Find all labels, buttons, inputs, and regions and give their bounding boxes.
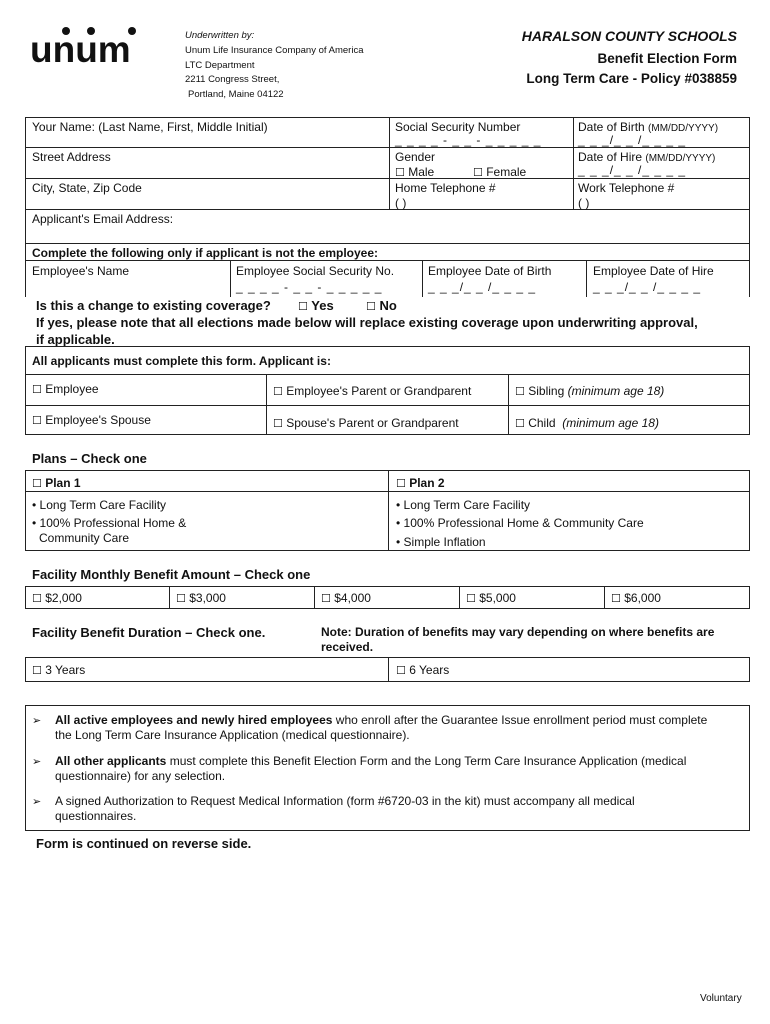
underwriter-line: LTC Department <box>185 59 255 71</box>
svg-text:unum: unum <box>30 29 131 66</box>
underwriter-line: 2211 Congress Street, <box>185 74 280 86</box>
employee-doh-label: Employee Date of Hire <box>593 264 714 278</box>
amount-option-checkbox[interactable]: ☐ $5,000 <box>466 591 516 605</box>
underwritten-label: Underwritten by: <box>185 30 255 41</box>
email-field[interactable]: Applicant's Email Address: <box>32 212 174 226</box>
work-phone-label: Work Telephone # <box>578 181 675 195</box>
duration-3-years-checkbox[interactable]: ☐ 3 Years <box>32 663 86 677</box>
type-sibling-checkbox[interactable]: ☐ Sibling (minimum age 18) <box>515 384 665 398</box>
amount-option-checkbox[interactable]: ☐ $3,000 <box>176 591 226 605</box>
city-state-zip-field[interactable]: City, State, Zip Code <box>32 181 142 195</box>
employee-section-heading: Complete the following only if applicant is not the employee: <box>32 246 379 260</box>
checkbox-icon: ☐ <box>298 300 308 313</box>
org-title: HARALSON COUNTY SCHOOLS <box>521 28 737 44</box>
policy-title: Long Term Care - Policy #038859 <box>526 71 737 86</box>
checkbox-icon: ☐ <box>321 592 331 605</box>
checkbox-icon: ☐ <box>515 385 525 398</box>
facility-duration-heading: Facility Benefit Duration – Check one. <box>32 625 266 640</box>
amount-option-checkbox[interactable]: ☐ $2,000 <box>32 591 82 605</box>
arrow-bullet-icon: ➢ <box>32 795 42 808</box>
checkbox-icon: ☐ <box>273 417 283 430</box>
underwriter-line: Portland, Maine 04122 <box>188 88 284 100</box>
instruction-item: All active employees and newly hired employees who enroll after the Guarantee Issue enrollment period must complete <box>55 713 708 727</box>
ssn-label: Social Security Number <box>395 120 521 134</box>
checkbox-icon: ☐ <box>515 417 525 430</box>
work-phone-field[interactable]: ( ) <box>578 196 590 210</box>
checkbox-icon: ☐ <box>396 477 406 490</box>
doh-label: Date of Hire (MM/DD/YYYY) <box>578 150 716 164</box>
checkbox-icon: ☐ <box>32 477 42 490</box>
employee-dob-field[interactable]: _ _ _/_ _ /_ _ _ _ <box>428 280 537 294</box>
amount-option-checkbox[interactable]: ☐ $6,000 <box>611 591 661 605</box>
unum-logo <box>30 26 145 66</box>
checkbox-icon: ☐ <box>176 592 186 605</box>
duration-note: Note: Duration of benefits may vary depending on where benefits are <box>321 625 715 639</box>
employee-doh-field[interactable]: _ _ _/_ _ /_ _ _ _ <box>593 280 702 294</box>
employee-ssn-field[interactable]: _ _ _ _ - _ _ - _ _ _ _ _ <box>236 280 383 294</box>
dob-field[interactable]: _ _ _/_ _ /_ _ _ _ <box>578 133 687 147</box>
change-yes-checkbox[interactable]: ☐ Yes <box>298 298 334 313</box>
street-address-field[interactable]: Street Address <box>32 150 111 164</box>
type-child-checkbox[interactable]: ☐ Child (minimum age 18) <box>515 416 659 430</box>
duration-note: received. <box>321 640 374 654</box>
checkbox-icon: ☐ <box>32 383 42 396</box>
type-spouse-checkbox[interactable]: ☐ Employee's Spouse <box>32 413 151 427</box>
name-field[interactable]: Your Name: (Last Name, First, Middle Initial) <box>32 120 268 134</box>
change-note: If yes, please note that all elections made below will replace existing coverage upon underwriting approval, <box>36 315 698 330</box>
checkbox-icon: ☐ <box>366 300 376 313</box>
checkbox-icon: ☐ <box>273 385 283 398</box>
type-parent-checkbox[interactable]: ☐ Employee's Parent or Grandparent <box>273 384 472 398</box>
plan1-item: • 100% Professional Home & <box>32 516 187 530</box>
gender-male-checkbox[interactable]: ☐ Male <box>395 165 435 179</box>
employee-dob-label: Employee Date of Birth <box>428 264 552 278</box>
checkbox-icon: ☐ <box>32 664 42 677</box>
type-spouse-parent-checkbox[interactable]: ☐ Spouse's Parent or Grandparent <box>273 416 459 430</box>
underwriter-line: Unum Life Insurance Company of America <box>185 45 364 56</box>
duration-6-years-checkbox[interactable]: ☐ 6 Years <box>396 663 450 677</box>
arrow-bullet-icon: ➢ <box>32 714 42 727</box>
instruction-item: All other applicants must complete this Benefit Election Form and the Long Term Care Insurance Application (medical <box>55 754 687 768</box>
plan1-checkbox[interactable]: ☐ Plan 1 <box>32 476 81 490</box>
plans-heading: Plans – Check one <box>32 451 147 466</box>
plan2-item: • Long Term Care Facility <box>396 498 531 512</box>
dob-label: Date of Birth (MM/DD/YYYY) <box>578 120 719 134</box>
ssn-field[interactable]: _ _ _ _ - _ _ - _ _ _ _ _ <box>395 133 542 147</box>
checkbox-icon: ☐ <box>32 592 42 605</box>
change-question: Is this a change to existing coverage? <box>36 298 271 313</box>
gender-label: Gender <box>395 150 436 164</box>
plan1-item: • Long Term Care Facility <box>32 498 167 512</box>
type-employee-checkbox[interactable]: ☐ Employee <box>32 382 99 396</box>
form-title: Benefit Election Form <box>597 51 737 66</box>
applicant-type-heading: All applicants must complete this form. Applicant is: <box>32 354 331 368</box>
home-phone-label: Home Telephone # <box>395 181 496 195</box>
plan1-item: Community Care <box>39 531 130 545</box>
checkbox-icon: ☐ <box>395 166 405 179</box>
doh-field[interactable]: _ _ _/_ _ /_ _ _ _ <box>578 163 687 177</box>
checkbox-icon: ☐ <box>32 414 42 427</box>
checkbox-icon: ☐ <box>466 592 476 605</box>
continued-note: Form is continued on reverse side. <box>36 836 252 851</box>
instruction-item: questionnaire) for any selection. <box>55 769 226 783</box>
employee-name-field[interactable]: Employee's Name <box>32 264 129 278</box>
instruction-item: the Long Term Care Insurance Application (medical questionnaire). <box>55 728 410 742</box>
gender-female-checkbox[interactable]: ☐ Female <box>473 165 527 179</box>
plan2-item: • 100% Professional Home & Community Care <box>396 516 644 530</box>
facility-amount-heading: Facility Monthly Benefit Amount – Check one <box>32 567 311 582</box>
amount-option-checkbox[interactable]: ☐ $4,000 <box>321 591 371 605</box>
instruction-item: A signed Authorization to Request Medical Information (form #6720-03 in the kit) must accompany all medical <box>55 794 635 808</box>
checkbox-icon: ☐ <box>611 592 621 605</box>
checkbox-icon: ☐ <box>473 166 483 179</box>
instruction-item: questionnaires. <box>55 809 137 823</box>
voluntary-label: Voluntary <box>700 993 742 1004</box>
plan2-item: • Simple Inflation <box>396 535 486 549</box>
arrow-bullet-icon: ➢ <box>32 755 42 768</box>
checkbox-icon: ☐ <box>396 664 406 677</box>
employee-ssn-label: Employee Social Security No. <box>236 264 395 278</box>
change-no-checkbox[interactable]: ☐ No <box>366 298 397 313</box>
plan2-checkbox[interactable]: ☐ Plan 2 <box>396 476 445 490</box>
home-phone-field[interactable]: ( ) <box>395 196 407 210</box>
change-note: if applicable. <box>36 332 115 347</box>
